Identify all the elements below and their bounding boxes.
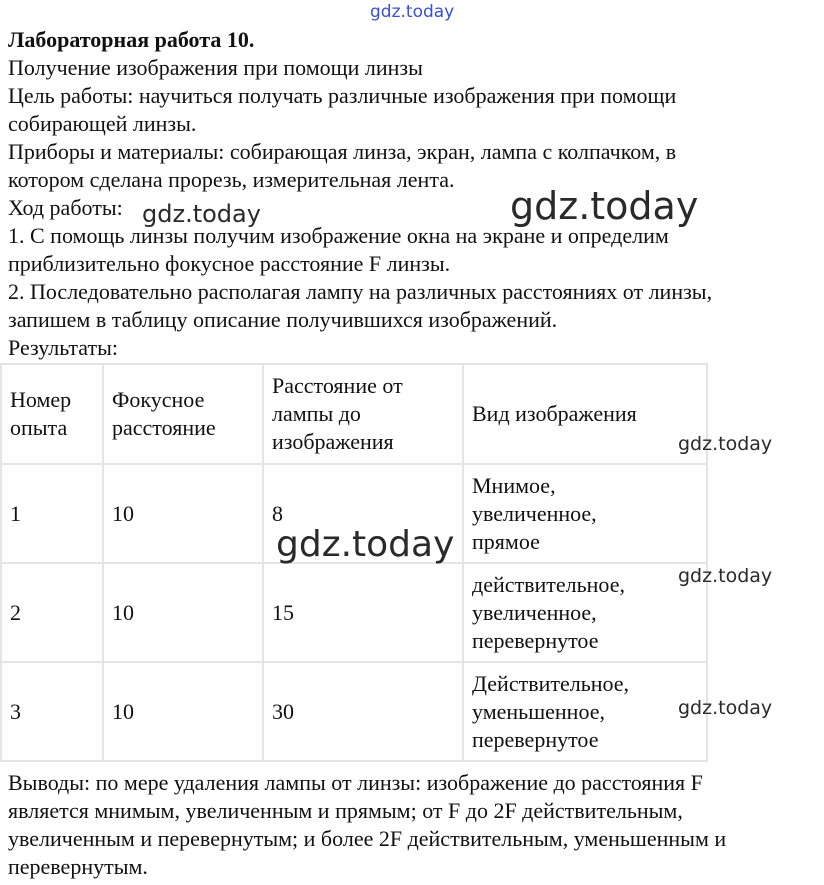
watermark: gdz.today [510,184,699,228]
header-image-type: Вид изображения [463,364,707,464]
results-heading: Результаты: [8,335,118,360]
cell-distance: 15 [263,563,463,662]
header-lamp-distance: Расстояние от лампы до изображения [263,364,463,464]
cell-focal: 10 [103,464,263,563]
watermark: gdz.today [276,524,455,565]
cell-focal: 10 [103,662,263,761]
materials-line-1: Приборы и материалы: собирающая линза, экран, лампа с колпачком, в [8,139,677,164]
goal-line-1: Цель работы: научиться получать различные изображения при помощи [8,83,677,108]
conclusion-line-2: является мнимым, увеличенным и прямым; от F до 2F действительным, [8,798,683,823]
header-number: Номер опыта [1,364,103,464]
watermark: gdz.today [678,565,773,587]
cell-distance: 8 [263,464,463,563]
cell-image: действительное, увеличенное, перевернутое [463,563,707,662]
watermark: gdz.today [678,433,773,455]
conclusion-line-4: перевернутым. [8,854,148,879]
cell-distance: 30 [263,662,463,761]
cell-focal: 10 [103,563,263,662]
watermark: gdz.today [678,697,773,719]
step-line-2: приблизительно фокусное расстояние F линзы. [8,251,451,276]
lab-title: Лабораторная работа 10. [8,27,255,52]
cell-image: Действительное, уменьшенное, перевернутое [463,662,707,761]
cell-number: 1 [1,464,103,563]
table-row [1,563,707,662]
lab-subtitle: Получение изображения при помощи линзы [8,55,423,80]
conclusion-line-3: увеличенным и перевернутым; и более 2F действительным, уменьшенным и [8,826,727,851]
step-line-1: 1. С помощь линзы получим изображение окна на экране и определим [8,223,669,248]
watermark: gdz.today [370,2,455,22]
cell-number: 2 [1,563,103,662]
watermark: gdz.today [142,200,261,228]
step-line-4: запишем в таблицу описание получившихся изображений. [8,307,558,332]
header-focal-distance: Фокусное расстояние [103,364,263,464]
materials-line-2: котором сделана прорезь, измерительная лента. [8,167,455,192]
table-header-row [1,364,707,464]
table-row [1,662,707,761]
goal-line-2: собирающей линзы. [8,111,197,136]
cell-number: 3 [1,662,103,761]
conclusion-line-1: Выводы: по мере удаления лампы от линзы: изображение до расстояния F [8,770,703,795]
cell-image: Мнимое, увеличенное, прямое [463,464,707,563]
step-line-3: 2. Последовательно располагая лампу на различных расстояниях от линзы, [8,279,713,304]
procedure-heading: Ход работы: [8,195,123,220]
